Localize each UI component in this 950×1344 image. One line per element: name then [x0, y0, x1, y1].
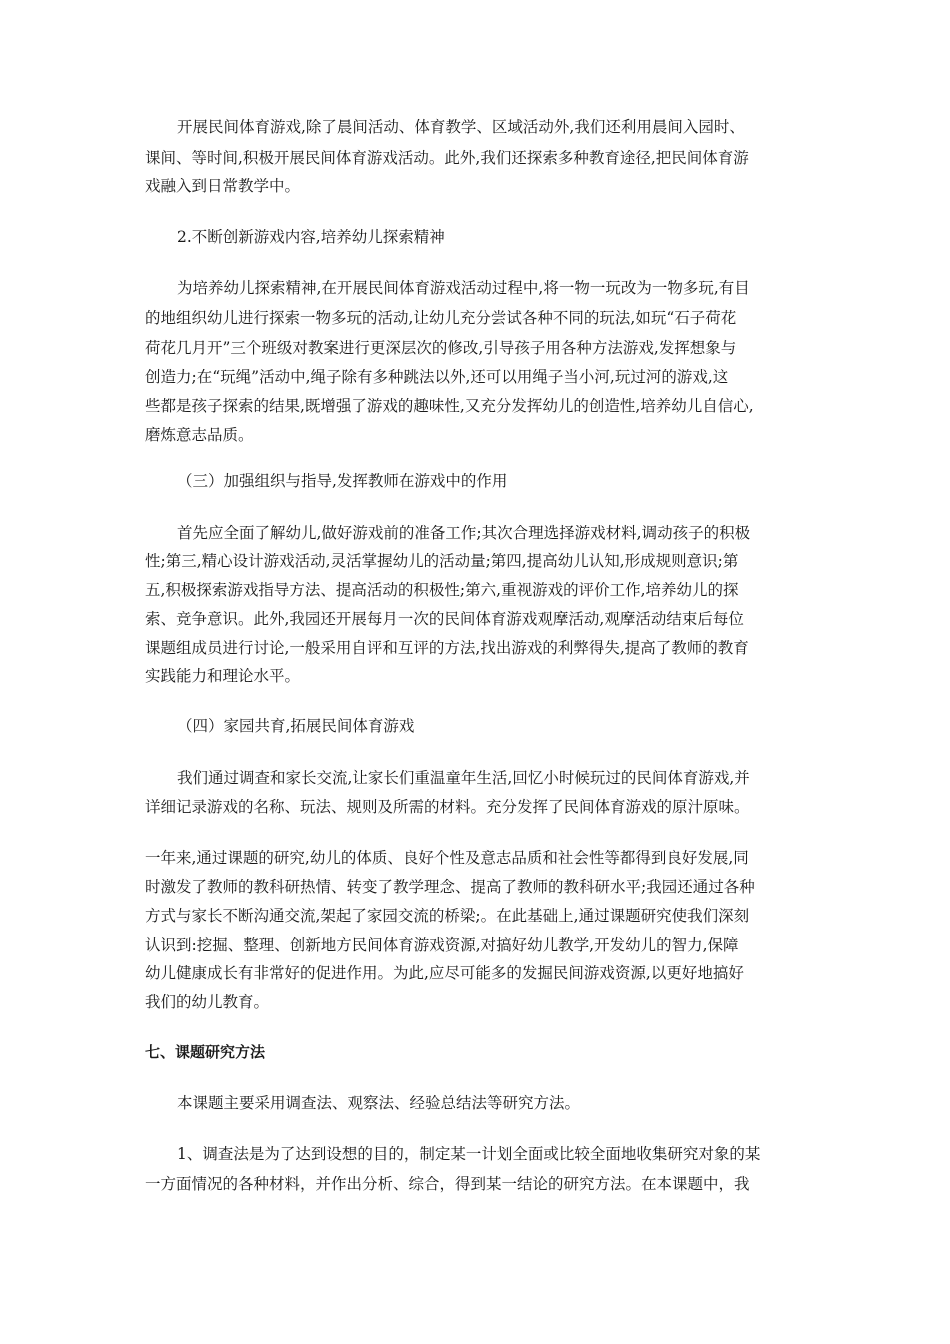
paragraph-line: 本课题主要采用调查法、观察法、经验总结法等研究方法。 [177, 1094, 581, 1112]
paragraph-line: 首先应全面了解幼儿,做好游戏前的准备工作;其次合理选择游戏材料,调动孩子的积极 [177, 524, 751, 542]
paragraph-line: 时激发了教师的教科研热情、转变了教学理念、提高了教师的教科研水平;我园还通过各种 [145, 878, 755, 896]
chapter-heading: 七、课题研究方法 [145, 1043, 266, 1061]
paragraph-line: 索、竞争意识。此外,我园还开展每月一次的民间体育游戏观摩活动,观摩活动结束后每位 [145, 610, 744, 628]
paragraph-line: 我们通过调查和家长交流,让家长们重温童年生活,回忆小时候玩过的民间体育游戏,并 [177, 769, 750, 787]
paragraph-line: 些都是孩子探索的结果,既增强了游戏的趣味性,又充分发挥幼儿的创造性,培养幼儿自信心, [145, 397, 754, 415]
section-heading: （三）加强组织与指导,发挥教师在游戏中的作用 [177, 472, 508, 490]
paragraph-line: 为培养幼儿探索精神,在开展民间体育游戏活动过程中,将一物一玩改为一物多玩,有目 [177, 279, 750, 297]
paragraph-line: 课题组成员进行讨论,一般采用自评和互评的方法,找出游戏的利弊得失,提高了教师的教育 [145, 639, 749, 657]
section-heading: （四）家园共育,拓展民间体育游戏 [177, 717, 415, 735]
paragraph-line: 方式与家长不断沟通交流,架起了家园交流的桥梁;。在此基础上,通过课题研究使我们深刻 [145, 907, 750, 925]
paragraph-line: 课间、等时间,积极开展民间体育游戏活动。此外,我们还探索多种教育途径,把民间体育游 [145, 149, 749, 167]
paragraph-line: 性;第三,精心设计游戏活动,灵活掌握幼儿的活动量;第四,提高幼儿认知,形成规则意识;第 [145, 552, 739, 570]
section-heading: 2.不断创新游戏内容,培养幼儿探索精神 [177, 228, 445, 246]
paragraph-line: 一方面情况的各种材料，并作出分析、综合，得到某一结论的研究方法。在本课题中，我 [145, 1175, 750, 1193]
paragraph-line: 幼儿健康成长有非常好的促进作用。为此,应尽可能多的发掘民间游戏资源,以更好地搞好 [145, 964, 744, 982]
paragraph-line: 磨炼意志品质。 [145, 426, 254, 444]
paragraph-line: 创造力;在“玩绳”活动中,绳子除有多种跳法以外,还可以用绳子当小河,玩过河的游戏,这 [145, 368, 729, 386]
paragraph-line: 1、调查法是为了达到设想的目的，制定某一计划全面或比较全面地收集研究对象的某 [177, 1145, 761, 1163]
paragraph-line: 我们的幼儿教育。 [145, 993, 270, 1011]
paragraph-line: 实践能力和理论水平。 [145, 667, 301, 685]
paragraph-line: 认识到:挖掘、整理、创新地方民间体育游戏资源,对搞好幼儿教学,开发幼儿的智力,保障 [145, 936, 739, 954]
paragraph-line: 一年来,通过课题的研究,幼儿的体质、良好个性及意志品质和社会性等都得到良好发展,同 [145, 849, 749, 867]
paragraph-line: 详细记录游戏的名称、玩法、规则及所需的材料。充分发挥了民间体育游戏的原汁原味。 [145, 798, 750, 816]
paragraph-line: 戏融入到日常教学中。 [145, 177, 301, 195]
paragraph-line: 开展民间体育游戏,除了晨间活动、体育教学、区域活动外,我们还利用晨间入园时、 [177, 118, 745, 136]
paragraph-line: 的地组织幼儿进行探索一物多玩的活动,让幼儿充分尝试各种不同的玩法,如玩“石子荷花 [145, 309, 737, 327]
paragraph-line: 五,积极探索游戏指导方法、提高活动的积极性;第六,重视游戏的评价工作,培养幼儿的探 [145, 581, 739, 599]
paragraph-line: 荷花几月开”三个班级对教案进行更深层次的修改,引导孩子用各种方法游戏,发挥想象与 [145, 339, 737, 357]
